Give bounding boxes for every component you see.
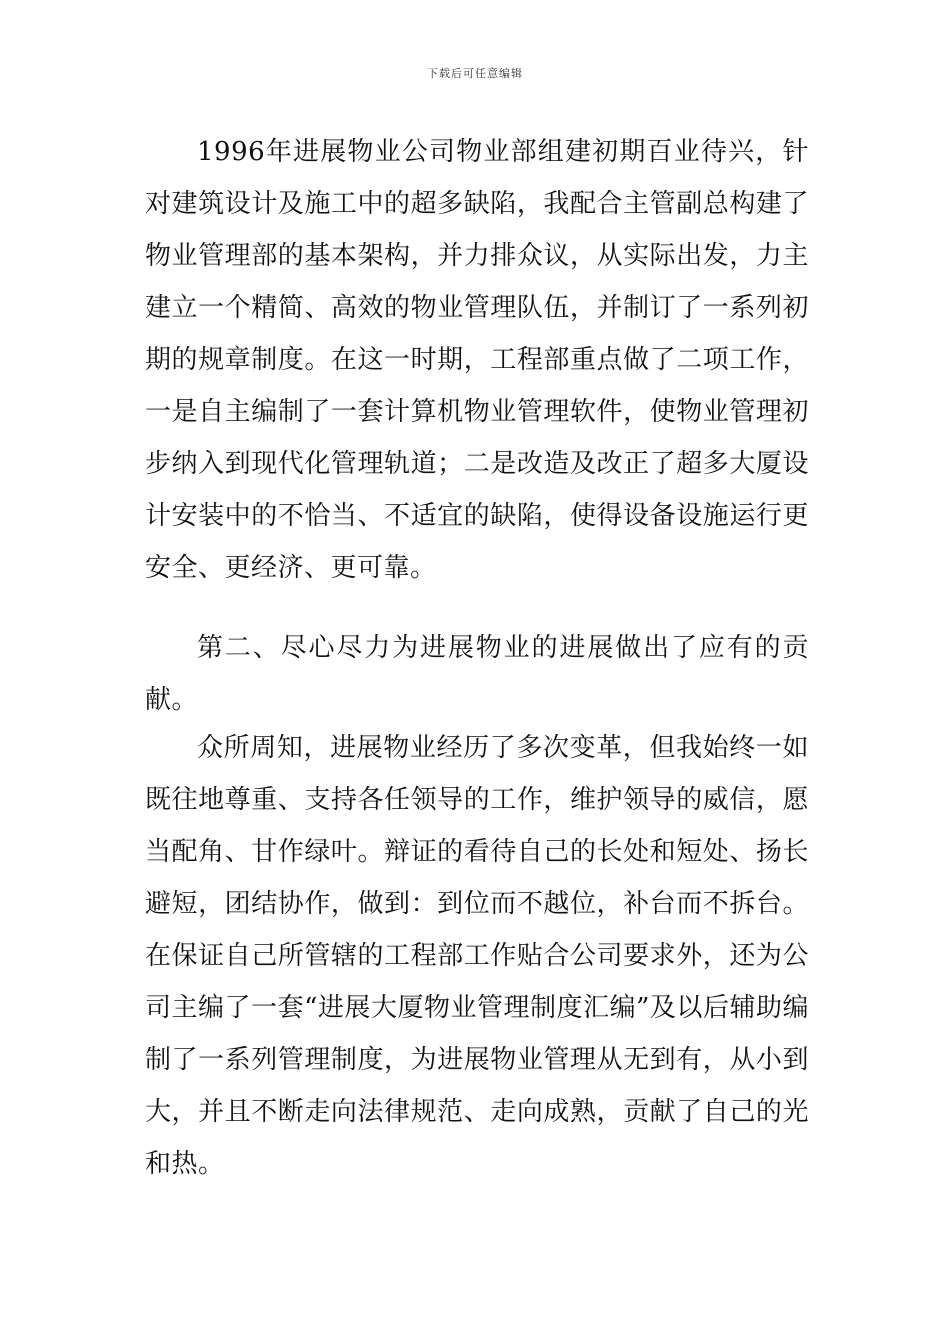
body-paragraph-1: 1996年进展物业公司物业部组建初期百业待兴，针对建筑设计及施工中的超多缺陷，我配合主管副总构建了物业管理部的基本架构，并力排众议，从实际出发，力主建立一个精简、高效的物业管理队伍，并制订了一系列初期的规章制度。在这一时期，工程部重点做了二项工作，一是自主编制了一套计算机物业管理软件，使物业管理初步纳入到现代化管理轨道；二是改造及改正了超多大厦设计安装中的不恰当、不适宜的缺陷，使得设备设施运行更安全、更经济、更可靠。 xyxy=(145,137,809,583)
section-heading: 第二、尽心尽力为进展物业的进展做出了应有的贡献。 xyxy=(145,633,809,715)
body-paragraph-2: 众所周知，进展物业经历了多次变革，但我始终一如既往地尊重、支持各任领导的工作，维护领导的威信，愿当配角、甘作绿叶。辩证的看待自己的长处和短处、扬长避短，团结协作，做到：到位而不越位，补台而不拆台。在保证自己所管辖的工程部工作贴合公司要求外，还为公司主编了一套“进展大厦物业管理制度汇编”及以后辅助编制了一系列管理制度，为进展物业管理从无到有，从小到大，并且不断走向法律规范、走向成熟，贡献了自己的光和热。 xyxy=(145,733,809,1179)
header-note: 下载后可任意编辑 xyxy=(427,67,523,80)
